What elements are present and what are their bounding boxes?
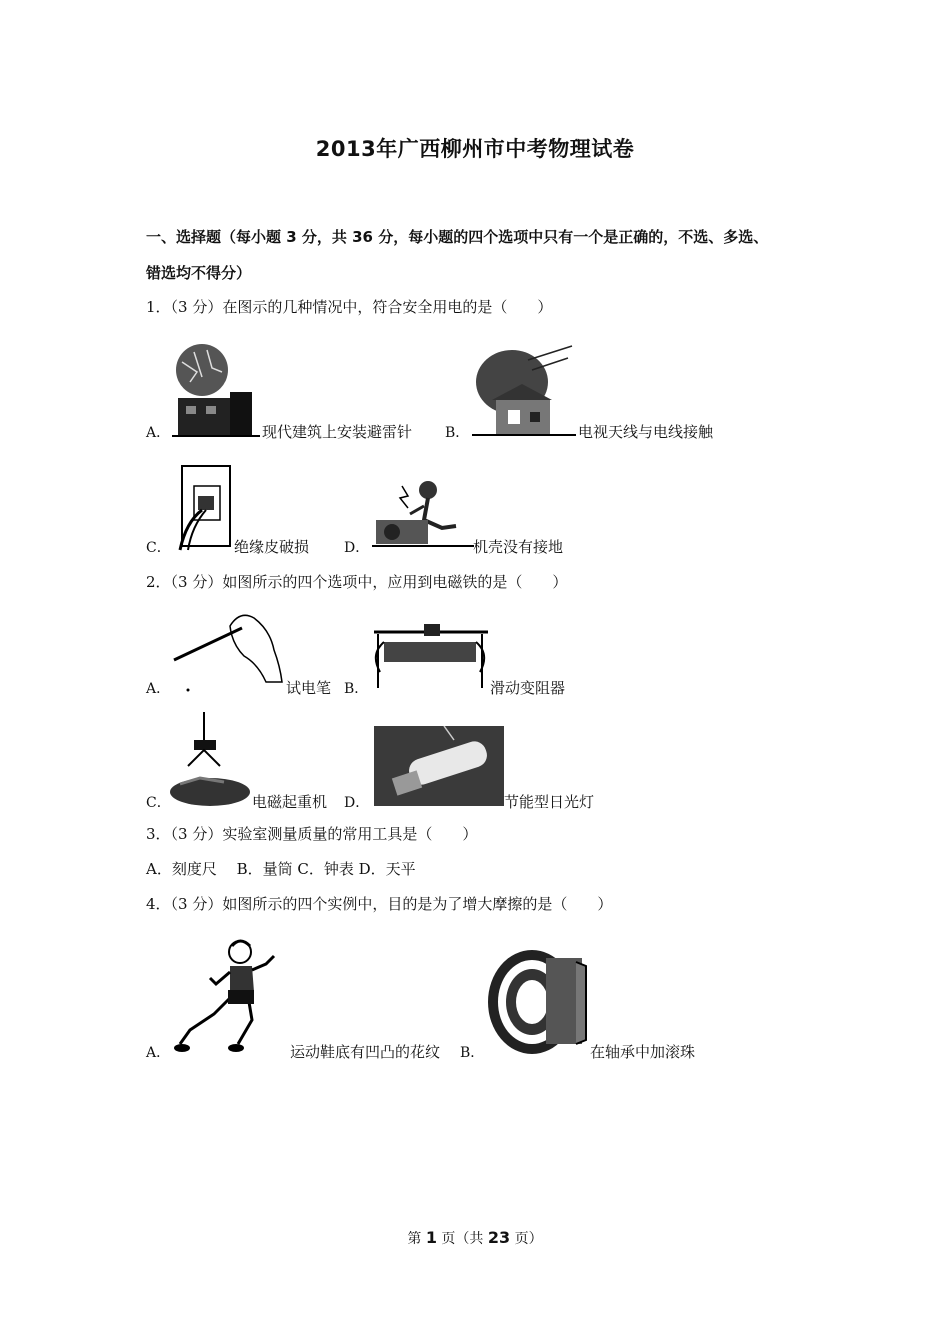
footer-middle: 页（共 [436, 1231, 488, 1247]
q2-option-c-label: C． [146, 795, 171, 811]
q1-option-d-text: 机壳没有接地 [473, 538, 564, 556]
running-boy-image [170, 934, 286, 1058]
q2-stem: 2．（3 分）如图所示的四个选项中，应用到电磁铁的是（ ） [146, 573, 568, 591]
footer-total-pages: 23 [487, 1228, 511, 1247]
q2-option-a-label: A． [146, 681, 171, 697]
q2-option-d-text: 节能型日光灯 [504, 793, 595, 811]
q1-option-b-label: B． [445, 425, 470, 441]
q2-option-b-text: 滑动变阻器 [490, 679, 566, 697]
energy-saving-lamp-image [374, 726, 504, 806]
lightning-building-image [172, 342, 260, 438]
q3-options: A．刻度尺 B．量筒 C．钟表 D．天平 [146, 860, 416, 878]
q3-stem: 3．（3 分）实验室测量质量的常用工具是（ ） [146, 825, 478, 843]
section-heading-line2: 错选均不得分） [146, 264, 252, 282]
q1-stem: 1．（3 分）在图示的几种情况中，符合安全用电的是（ ） [146, 298, 553, 316]
q2-option-b-label: B． [344, 681, 369, 697]
q2-option-c-text: 电磁起重机 [252, 793, 328, 811]
section-heading-line1: 一、选择题（每小题 3 分，共 36 分，每小题的四个选项中只有一个是正确的，不选、多选、 [146, 228, 769, 246]
ungrounded-machine-image [372, 476, 474, 552]
q1-option-b-text: 电视天线与电线接触 [578, 423, 714, 441]
ball-bearing-image [486, 944, 590, 1058]
q4-option-a-text: 运动鞋底有凹凸的花纹 [290, 1043, 441, 1061]
q4-option-b-label: B． [460, 1045, 485, 1061]
q1-option-c-text: 绝缘皮破损 [234, 538, 310, 556]
footer-prefix: 第 [407, 1231, 426, 1247]
q2-option-a-text: 试电笔 [286, 679, 332, 697]
q4-stem: 4．（3 分）如图所示的四个实例中，目的是为了增大摩擦的是（ ） [146, 895, 613, 913]
q2-option-d-label: D． [344, 795, 370, 811]
electromagnet-crane-image [170, 710, 252, 806]
q4-option-a-label: A． [146, 1045, 171, 1061]
q1-option-a-text: 现代建筑上安装避雷针 [262, 423, 413, 441]
tv-antenna-house-image [472, 340, 576, 438]
test-pen-hand-image [170, 604, 286, 694]
q1-option-d-label: D． [344, 540, 370, 556]
page-footer [0, 1228, 950, 1248]
footer-page-number: 1 [425, 1228, 437, 1247]
q4-option-b-text: 在轴承中加滚珠 [590, 1043, 696, 1061]
sliding-rheostat-image [370, 624, 490, 694]
footer-suffix: 页） [510, 1231, 543, 1247]
damaged-insulation-plug-image [172, 462, 234, 552]
page-title: 2013年广西柳州市中考物理试卷 [315, 137, 635, 161]
q1-option-a-label: A． [146, 425, 171, 441]
q1-option-c-label: C． [146, 540, 171, 556]
